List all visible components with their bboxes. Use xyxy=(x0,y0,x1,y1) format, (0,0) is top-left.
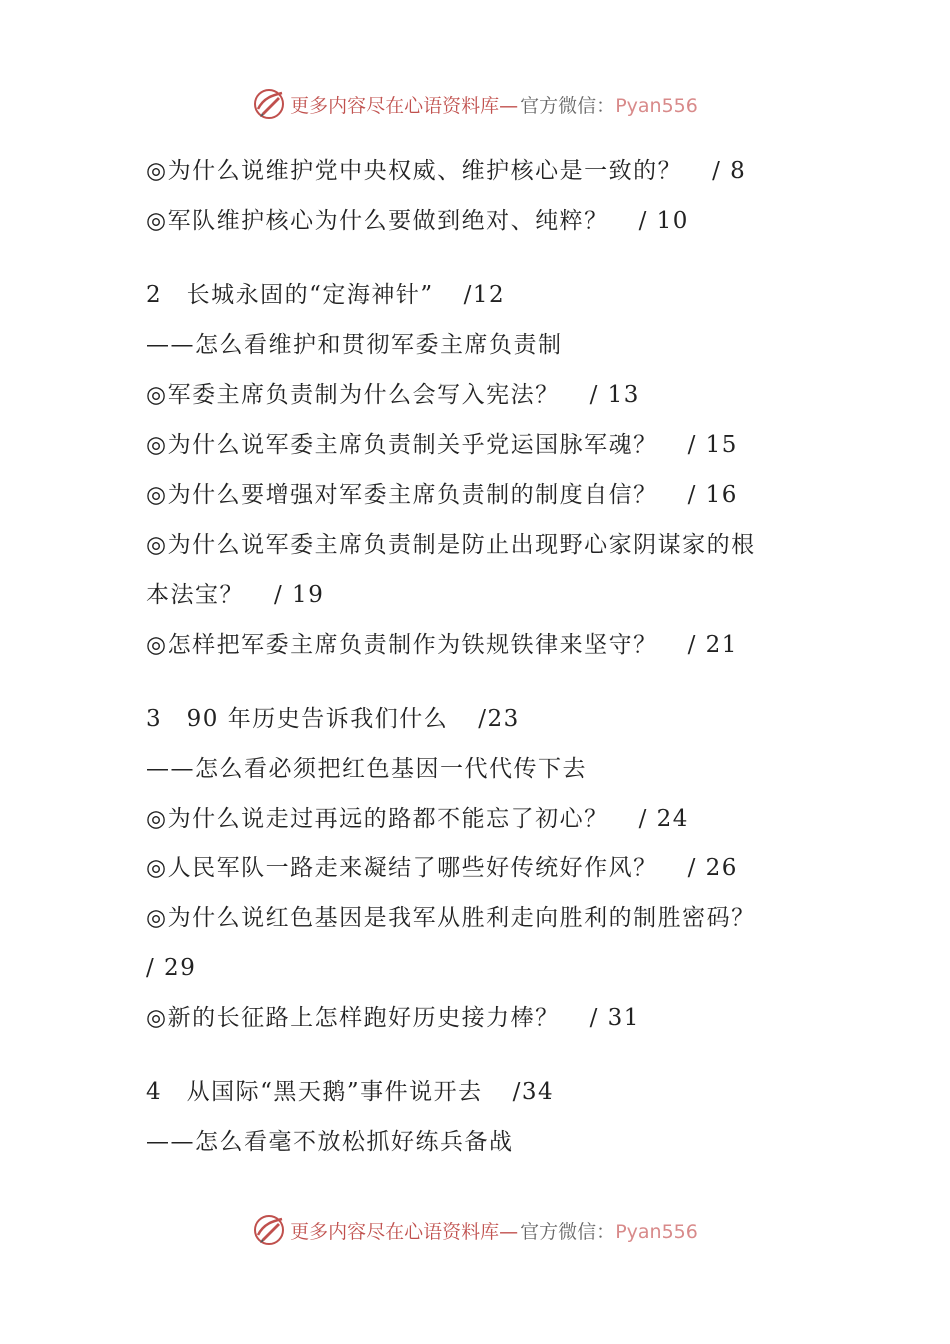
toc-entry xyxy=(146,530,756,560)
toc-entry xyxy=(146,1003,640,1033)
toc-entry-title: ◎人民军队一路走来凝结了哪些好传统好作风？ xyxy=(146,855,658,881)
toc-entry xyxy=(146,380,640,410)
toc-entry-title: ——怎么看毫不放松抓好练兵备战 xyxy=(146,1129,514,1155)
toc-entry-title: ◎为什么说军委主席负责制是防止出现野心家阴谋家的根 xyxy=(146,532,756,558)
toc-entry-page: / 16 xyxy=(687,482,738,508)
banner-main-text: 更多内容尽在心语资料库 xyxy=(290,1220,500,1243)
pen-logo-icon xyxy=(252,87,286,121)
toc-chapter-heading xyxy=(146,280,505,310)
toc-entry-page: /12 xyxy=(463,282,506,308)
toc-entry xyxy=(146,206,689,236)
toc-entry-page: /23 xyxy=(478,706,520,732)
toc-entry xyxy=(146,156,746,186)
toc-entry-page: /34 xyxy=(512,1079,555,1105)
toc-entry-title: ◎军队维护核心为什么要做到绝对、纯粹？ xyxy=(146,208,609,234)
toc-entry xyxy=(146,630,738,660)
toc-entry xyxy=(146,430,738,460)
toc-entry-continuation xyxy=(146,953,196,983)
toc-entry-title: ◎怎样把军委主席负责制作为铁规铁律来坚守？ xyxy=(146,632,658,658)
toc-entry-page: / 13 xyxy=(589,382,640,408)
toc-chapter-heading xyxy=(146,1077,554,1107)
toc-entry-page: / 10 xyxy=(638,208,689,234)
banner-wechat-id: Pyan556 xyxy=(615,94,698,117)
toc-entry-page: / 31 xyxy=(589,1005,640,1031)
pen-logo-icon xyxy=(252,1213,286,1247)
toc-entry xyxy=(146,804,689,834)
toc-entry-title: ◎军委主席负责制为什么会写入宪法？ xyxy=(146,382,560,408)
toc-entry-title: ——怎么看必须把红色基因一代代传下去 xyxy=(146,756,587,782)
banner-wechat-id: Pyan556 xyxy=(615,1220,698,1243)
toc-entry-title: ◎为什么说走过再远的路都不能忘了初心？ xyxy=(146,806,609,832)
toc-entry-page: / 24 xyxy=(638,806,689,832)
toc-entry xyxy=(146,480,738,510)
toc-entry-title: 本法宝？ xyxy=(146,582,244,608)
banner-official-label: 官方微信： xyxy=(520,1220,616,1243)
toc-entry-page: / 19 xyxy=(274,582,325,608)
toc-entry-title: ◎为什么说军委主席负责制关乎党运国脉军魂？ xyxy=(146,432,658,458)
toc-entry-title: ◎新的长征路上怎样跑好历史接力棒？ xyxy=(146,1005,560,1031)
watermark-banner-bottom xyxy=(0,1210,950,1250)
toc-entry xyxy=(146,853,738,883)
toc-entry-title: 2 长城永固的“定海神针” xyxy=(146,282,434,308)
toc-entry-page: / 8 xyxy=(712,158,747,184)
toc-entry-title: 3 90 年历史告诉我们什么 xyxy=(146,706,449,732)
banner-dash: — xyxy=(499,94,519,117)
toc-chapter-subtitle xyxy=(146,1127,514,1157)
toc-entry-title: ◎为什么说维护党中央权威、维护核心是一致的？ xyxy=(146,158,683,184)
toc-entry-page: / 15 xyxy=(687,432,738,458)
toc-entry xyxy=(146,903,756,933)
banner-dash: — xyxy=(499,1220,519,1243)
toc-entry-page: / 26 xyxy=(687,855,738,881)
toc-entry-title: ——怎么看维护和贯彻军委主席负责制 xyxy=(146,332,563,358)
toc-entry-title: ◎为什么要增强对军委主席负责制的制度自信？ xyxy=(146,482,658,508)
toc-entry-continuation xyxy=(146,580,324,610)
banner-main-text: 更多内容尽在心语资料库 xyxy=(290,94,500,117)
toc-entry-title: ◎为什么说红色基因是我军从胜利走向胜利的制胜密码？ xyxy=(146,905,756,931)
toc-entry-page: / 29 xyxy=(146,955,197,981)
toc-entry-page: / 21 xyxy=(687,632,738,658)
toc-chapter-subtitle xyxy=(146,754,587,784)
toc-entry-title: 4 从国际“黑天鹅”事件说开去 xyxy=(146,1079,483,1105)
banner-official-label: 官方微信： xyxy=(520,94,616,117)
toc-chapter-subtitle xyxy=(146,330,563,360)
watermark-banner-top xyxy=(0,84,950,124)
toc-chapter-heading xyxy=(146,704,520,734)
